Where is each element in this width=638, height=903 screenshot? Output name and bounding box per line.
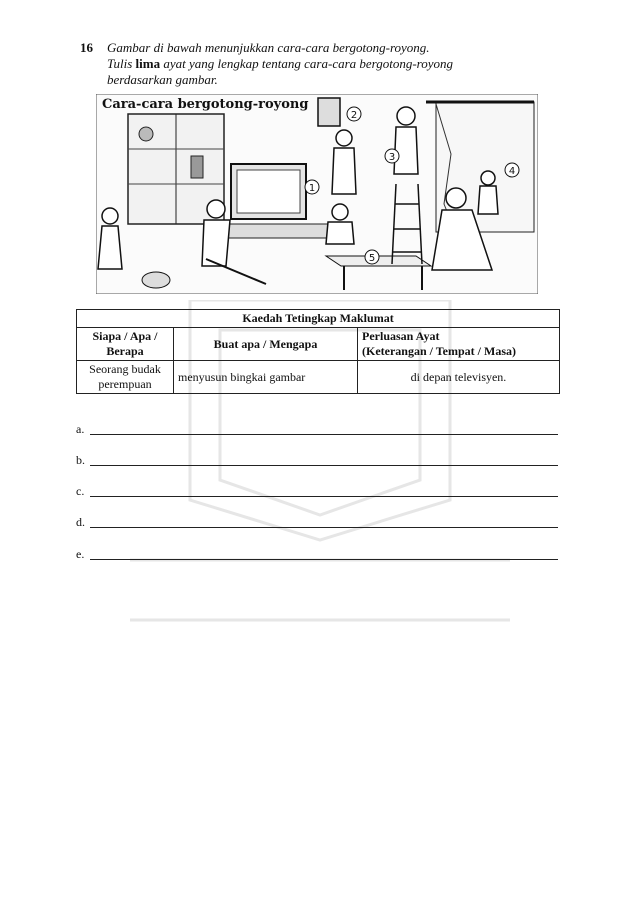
instruction-line-1: Gambar di bawah menunjukkan cara-cara bergotong-royong. bbox=[107, 40, 430, 55]
header-extension-line-1: Perluasan Ayat bbox=[362, 329, 440, 343]
instruction-bold-word: lima bbox=[135, 56, 161, 71]
instruction-line-2 bbox=[107, 56, 537, 72]
header-extension bbox=[358, 328, 560, 361]
answer-blank[interactable] bbox=[90, 527, 558, 528]
answer-blank[interactable] bbox=[90, 559, 558, 560]
header-extension-line-2: (Keterangan / Tempat / Masa) bbox=[362, 344, 516, 358]
example-what: menyusun bingkai gambar bbox=[174, 361, 358, 394]
answer-line-b[interactable] bbox=[76, 453, 560, 467]
gotong-royong-illustration bbox=[96, 94, 538, 294]
marker-4: 4 bbox=[508, 166, 516, 177]
answer-label: b. bbox=[76, 453, 85, 467]
answer-label: a. bbox=[76, 422, 85, 436]
example-who: Seorang budak perempuan bbox=[77, 361, 174, 394]
instruction-line-3: berdasarkan gambar. bbox=[107, 72, 218, 87]
information-window-table bbox=[76, 309, 560, 394]
answer-blank[interactable] bbox=[90, 465, 558, 466]
picture-caption: Cara-cara bergotong-royong bbox=[102, 97, 309, 112]
marker-1: 1 bbox=[308, 183, 316, 194]
question-number: 16 bbox=[80, 40, 93, 55]
instruction-text: Tulis bbox=[107, 56, 136, 71]
answer-label: e. bbox=[76, 547, 85, 561]
answer-label: c. bbox=[76, 484, 85, 498]
marker-3: 3 bbox=[388, 152, 396, 163]
marker-5: 5 bbox=[368, 253, 376, 264]
example-extension: di depan televisyen. bbox=[358, 361, 560, 394]
question-instruction bbox=[107, 40, 537, 88]
answer-blank[interactable] bbox=[90, 496, 558, 497]
answer-line-c[interactable] bbox=[76, 484, 560, 498]
answer-line-d[interactable] bbox=[76, 515, 560, 529]
table-row bbox=[77, 361, 560, 394]
marker-2: 2 bbox=[350, 110, 358, 121]
answer-line-e[interactable] bbox=[76, 547, 560, 561]
instruction-text: ayat yang lengkap tentang cara-cara bergotong-royong bbox=[160, 56, 454, 71]
answer-label: d. bbox=[76, 515, 85, 529]
answer-line-a[interactable] bbox=[76, 422, 560, 436]
answer-blank[interactable] bbox=[90, 434, 558, 435]
header-who: Siapa / Apa / Berapa bbox=[77, 328, 174, 361]
table-title: Kaedah Tetingkap Maklumat bbox=[77, 310, 560, 328]
header-what: Buat apa / Mengapa bbox=[174, 328, 358, 361]
